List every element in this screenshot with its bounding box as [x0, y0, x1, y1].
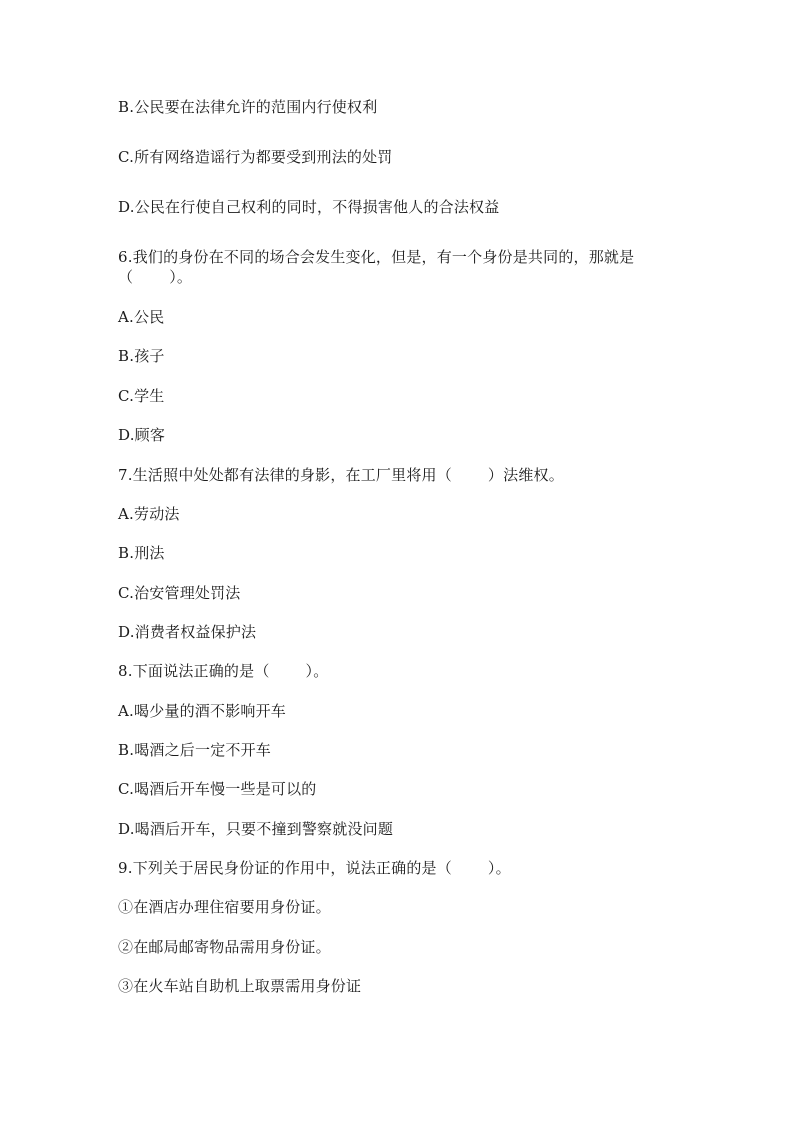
question-6-option-c: C.学生 — [118, 387, 165, 405]
question-6-option-a: A.公民 — [118, 308, 165, 326]
question-text-before: 下列关于居民身份证的作用中，说法正确的是（ — [132, 859, 452, 877]
question-text-before: 生活照中处处都有法律的身影，在工厂里将用（ — [132, 466, 452, 484]
option-d-prev: D.公民在行使自己权利的同时，不得损害他人的合法权益 — [118, 198, 500, 216]
question-8-option-d: D.喝酒后开车，只要不撞到警察就没问题 — [118, 820, 394, 838]
question-7-option-b: B.刑法 — [118, 544, 165, 562]
question-8-stem — [118, 661, 328, 681]
question-8-option-b: B.喝酒之后一定不开车 — [118, 741, 271, 759]
question-9-statement-1: ①在酒店办理住宿要用身份证。 — [118, 898, 331, 916]
question-7-option-c: C.治安管理处罚法 — [118, 584, 241, 602]
question-text-after: ）。 — [487, 859, 511, 877]
question-7-stem — [118, 465, 564, 485]
option-b-prev: B.公民要在法律允许的范围内行使权利 — [118, 98, 378, 116]
question-8-option-a: A.喝少量的酒不影响开车 — [118, 702, 287, 720]
question-9-stem — [118, 858, 511, 878]
question-text-before: 下面说法正确的是（ — [132, 662, 270, 680]
question-7-option-a: A.劳动法 — [118, 505, 180, 523]
question-text-after: ）法维权。 — [487, 466, 564, 484]
question-6-stem — [118, 247, 634, 267]
question-number: 8. — [118, 662, 133, 680]
question-number: 7. — [118, 466, 133, 484]
question-text-after: ）。 — [305, 662, 329, 680]
option-c-prev: C.所有网络造谣行为都要受到刑法的处罚 — [118, 148, 393, 166]
question-number: 6. — [118, 248, 133, 266]
question-6-blank-line — [118, 267, 192, 287]
question-9-statement-3: ③在火车站自助机上取票需用身份证 — [118, 977, 362, 995]
question-text: 我们的身份在不同的场合会发生变化，但是，有一个身份是共同的，那就是 — [132, 248, 635, 266]
question-9-statement-2: ②在邮局邮寄物品需用身份证。 — [118, 938, 331, 956]
question-8-option-c: C.喝酒后开车慢一些是可以的 — [118, 780, 317, 798]
bracket-open: （ — [118, 268, 134, 286]
question-7-option-d: D.消费者权益保护法 — [118, 623, 257, 641]
question-6-option-b: B.孩子 — [118, 347, 165, 365]
question-number: 9. — [118, 859, 133, 877]
question-6-option-d: D.顾客 — [118, 426, 166, 444]
bracket-close: ）。 — [169, 268, 193, 286]
